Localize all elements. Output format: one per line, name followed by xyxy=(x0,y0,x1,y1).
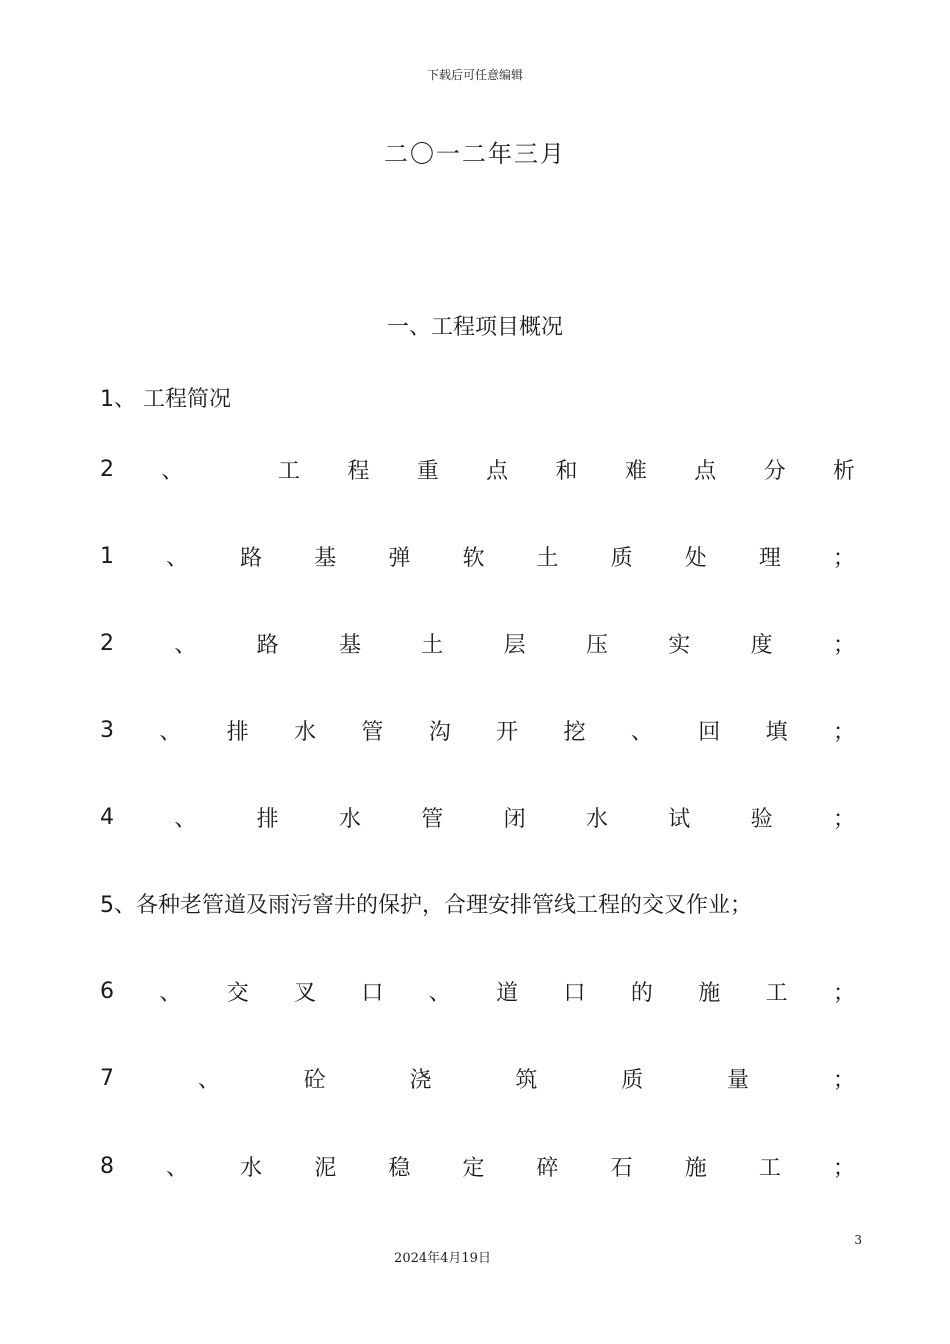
line-char: 处 xyxy=(684,545,707,571)
list-item xyxy=(100,1149,855,1183)
line-char: 水 xyxy=(338,806,361,832)
line-char: 分 xyxy=(763,458,786,484)
line-char: 度 xyxy=(750,632,773,658)
line-char: 排 xyxy=(226,719,249,745)
line-char: 层 xyxy=(503,632,526,658)
line-char: 交 xyxy=(226,980,249,1006)
line-char: 碎 xyxy=(536,1155,559,1181)
line-char: 砼 xyxy=(303,1067,326,1093)
line-char: 程 xyxy=(347,458,370,484)
line-char: 、 xyxy=(630,719,653,745)
line-char: 析 xyxy=(832,458,855,484)
line-char: ； xyxy=(832,1155,855,1181)
line-char: ； xyxy=(832,980,855,1006)
line-char: 质 xyxy=(621,1067,644,1093)
line-char: 路 xyxy=(240,545,263,571)
sub-heading: 1、 工程简况 xyxy=(100,387,231,412)
line-char: 量 xyxy=(727,1067,750,1093)
line-char: 、 xyxy=(428,980,451,1006)
line-char: ； xyxy=(832,1067,855,1093)
line-char: ； xyxy=(832,719,855,745)
line-char: 3 xyxy=(100,717,114,743)
list-item: 5、各种老管道及雨污窨井的保护，合理安排管线工程的交叉作业； xyxy=(100,893,752,918)
line-char: 1 xyxy=(100,543,114,569)
line-char: 、 xyxy=(174,632,197,658)
line-char: 、 xyxy=(161,458,184,484)
line-char: 回 xyxy=(698,719,721,745)
footer-date: 2024年4月19日 xyxy=(394,1251,491,1266)
line-char: 、 xyxy=(197,1067,220,1093)
line-char: 、 xyxy=(166,1155,189,1181)
line-char: 定 xyxy=(462,1155,485,1181)
line-char: 、 xyxy=(174,806,197,832)
line-char: 理 xyxy=(758,545,781,571)
line-char: 管 xyxy=(361,719,384,745)
line-char: 土 xyxy=(421,632,444,658)
line-char: 土 xyxy=(536,545,559,571)
date-title: 二〇一二年三月 xyxy=(384,140,566,168)
line-char: 重 xyxy=(416,458,439,484)
line-char: 、 xyxy=(159,980,182,1006)
line-char: 4 xyxy=(100,804,114,830)
line-char: ； xyxy=(832,806,855,832)
line-char: 工 xyxy=(758,1155,781,1181)
line-char: 水 xyxy=(585,806,608,832)
line-char: 管 xyxy=(421,806,444,832)
header-note: 下载后可任意编辑 xyxy=(426,68,523,82)
line-char: 开 xyxy=(496,719,519,745)
line-char: 口 xyxy=(361,980,384,1006)
line-char: 点 xyxy=(694,458,717,484)
line-char: 道 xyxy=(496,980,519,1006)
line-char: 水 xyxy=(240,1155,263,1181)
line-char: 质 xyxy=(610,545,633,571)
line-char: 8 xyxy=(100,1153,114,1179)
list-item xyxy=(100,1061,855,1095)
line-char: 实 xyxy=(668,632,691,658)
list-item xyxy=(100,626,855,660)
line-char: 和 xyxy=(555,458,578,484)
line-char: 难 xyxy=(624,458,647,484)
line-char: 施 xyxy=(698,980,721,1006)
line-char: 浇 xyxy=(409,1067,432,1093)
line-char: 填 xyxy=(765,719,788,745)
list-item xyxy=(100,539,855,573)
line-char: 基 xyxy=(314,545,337,571)
line-char: 验 xyxy=(750,806,773,832)
list-item xyxy=(100,800,855,834)
line-char: 2 xyxy=(100,630,114,656)
line-char: 闭 xyxy=(503,806,526,832)
line-char: 软 xyxy=(462,545,485,571)
line-char: 6 xyxy=(100,978,114,1004)
line-char: 水 xyxy=(294,719,317,745)
line-char: 试 xyxy=(668,806,691,832)
list-item xyxy=(100,974,855,1008)
line-char: 石 xyxy=(610,1155,633,1181)
line-char: 稳 xyxy=(388,1155,411,1181)
line-char: 叉 xyxy=(294,980,317,1006)
line-char: ； xyxy=(832,545,855,571)
line-char: 压 xyxy=(585,632,608,658)
line-char: 筑 xyxy=(515,1067,538,1093)
line-char: 路 xyxy=(256,632,279,658)
line-char: 工 xyxy=(278,458,301,484)
section-title: 一、工程项目概况 xyxy=(386,315,563,340)
line-char: ； xyxy=(832,632,855,658)
line-char: 泥 xyxy=(314,1155,337,1181)
line-char: 口 xyxy=(563,980,586,1006)
line-char: 2 xyxy=(100,456,114,482)
line-char: 、 xyxy=(159,719,182,745)
line-char: 7 xyxy=(100,1065,114,1091)
line-char: 工 xyxy=(765,980,788,1006)
list-item xyxy=(100,713,855,747)
line-char: 沟 xyxy=(428,719,451,745)
line-char: 施 xyxy=(684,1155,707,1181)
line-char: 弹 xyxy=(388,545,411,571)
line-char: 点 xyxy=(486,458,509,484)
line-char: 排 xyxy=(256,806,279,832)
line-char: 挖 xyxy=(563,719,586,745)
line-char: 的 xyxy=(630,980,653,1006)
list-item xyxy=(100,452,855,486)
page-number: 3 xyxy=(854,1233,862,1247)
line-char: 、 xyxy=(166,545,189,571)
line-char: 基 xyxy=(338,632,361,658)
